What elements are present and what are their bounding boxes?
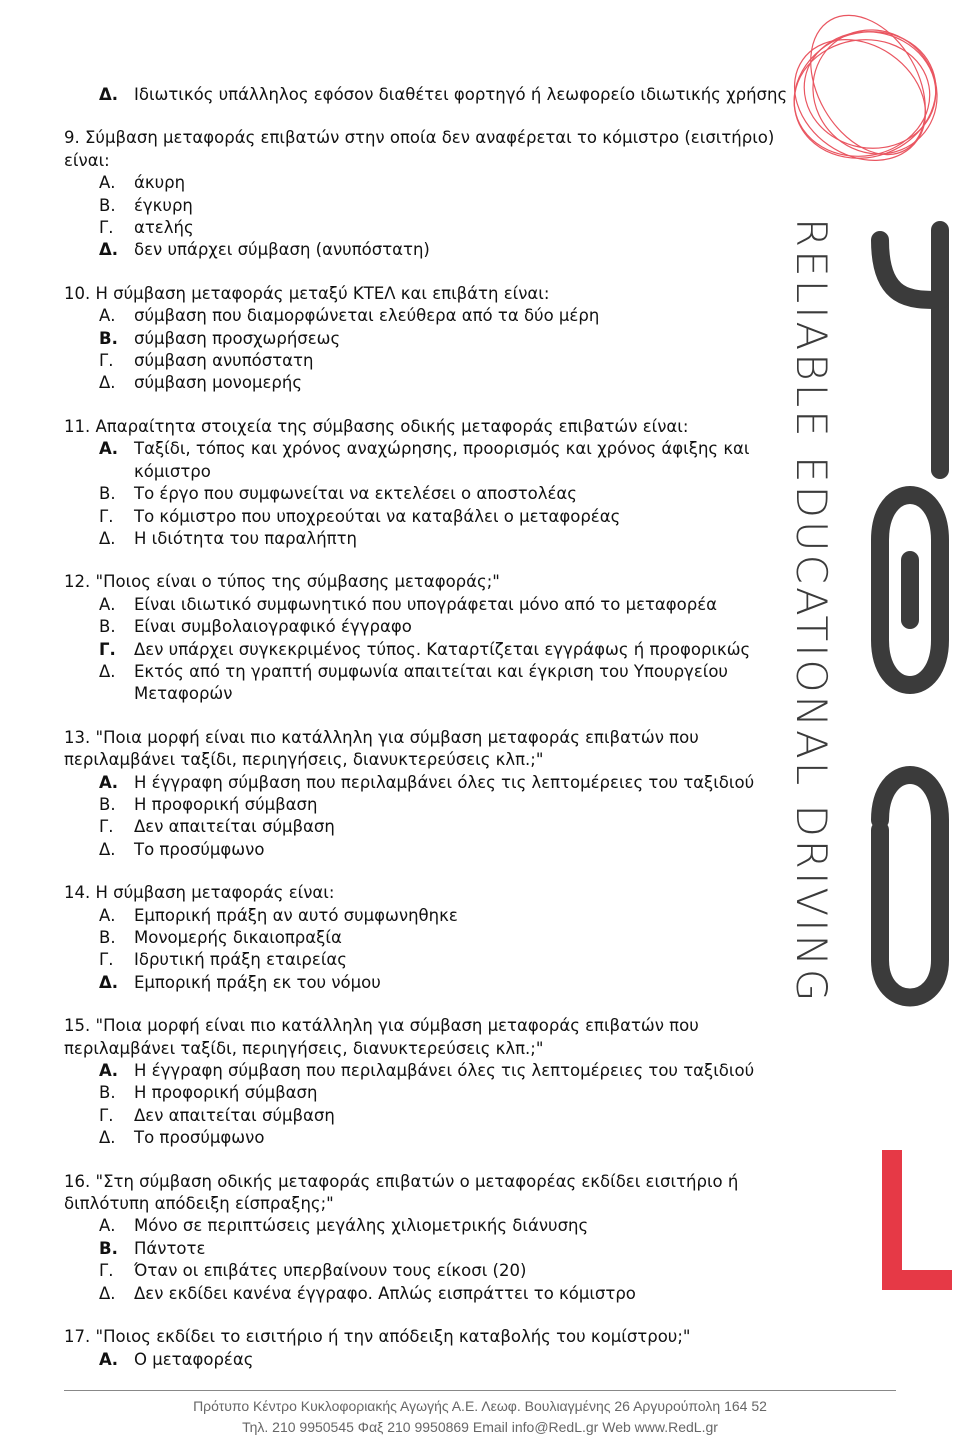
option-text: Δεν απαιτείται σύμβαση — [134, 817, 335, 837]
question-list — [64, 84, 804, 1392]
answer-option — [99, 528, 804, 550]
answer-option — [99, 328, 804, 350]
option-letter: Δ. — [99, 972, 119, 992]
question-text — [64, 882, 804, 904]
option-letter: Δ. — [99, 528, 116, 548]
question-number: 16. — [64, 1171, 91, 1191]
option-letter: Α. — [99, 439, 119, 459]
answer-option — [99, 794, 804, 816]
logo-letter-r — [880, 230, 940, 470]
answer-option — [99, 1082, 804, 1104]
option-text: Πάντοτε — [134, 1238, 206, 1258]
answer-option — [99, 217, 804, 239]
option-letter: Α. — [99, 772, 119, 792]
answer-option — [99, 616, 804, 638]
question-block — [64, 1171, 804, 1305]
option-text: Ταξίδι, τόπος και χρόνος αναχώρησης, προορισμός και χρόνος άφιξης και κόμιστρο — [134, 439, 750, 481]
option-letter: Δ. — [99, 661, 116, 681]
option-text: Δεν υπάρχει συγκεκριμένος τύπος. Καταρτίζεται εγγράφως ή προφορικώς — [134, 639, 751, 659]
question-stem: Η σύμβαση μεταφοράς μεταξύ ΚΤΕΛ και επιβάτη είναι: — [95, 283, 550, 303]
question-stem: Σύμβαση μεταφοράς επιβατών στην οποία δεν αναφέρεται το κόμιστρο (εισιτήριο) είναι: — [64, 128, 775, 170]
option-letter: Γ. — [99, 351, 114, 371]
option-letter: Α. — [99, 594, 116, 614]
option-text: Ιδιωτικός υπάλληλος εφόσον διαθέτει φορτηγό ή λεωφορείο ιδιωτικής χρήσης — [134, 85, 788, 104]
option-text: Είναι συμβολαιογραφικό έγγραφο — [134, 617, 412, 637]
option-text: σύμβαση ανυπόστατη — [134, 351, 314, 371]
option-text: Η προφορική σύμβαση — [134, 1083, 318, 1103]
answer-option — [99, 438, 804, 483]
question-stem: "Ποιος εκδίδει το εισιτήριο ή την απόδειξη καταβολής του κομίστρου;" — [95, 1327, 691, 1347]
option-text: Το προσύμφωνο — [134, 839, 265, 859]
question-stem: "Ποια μορφή είναι πιο κατάλληλη για σύμβαση μεταφοράς επιβατών που περιλαμβάνει ταξίδι, περιηγήσεις, διανυκτερεύσεις κλπ.;" — [64, 727, 699, 770]
option-text: σύμβαση μονομερής — [134, 373, 303, 393]
footer-address: Πρότυπο Κέντρο Κυκλοφοριακής Αγωγής Α.Ε. Λεωφ. Βουλιαγμένης 26 Αργυρούπολη 164 52 — [193, 1398, 767, 1414]
answer-option — [99, 305, 804, 327]
answer-option — [99, 1260, 804, 1282]
answer-options — [64, 305, 804, 395]
question-text — [64, 1015, 804, 1060]
option-letter: Δ. — [99, 1283, 116, 1303]
option-text: Η ιδιότητα του παραλήπτη — [134, 528, 357, 548]
option-text: Η έγγραφη σύμβαση που περιλαμβάνει όλες τις λεπτομέρειες του ταξιδιού — [134, 1061, 755, 1081]
option-text: άκυρη — [134, 173, 186, 193]
option-letter: Α. — [99, 306, 116, 326]
option-text: ατελής — [134, 218, 194, 238]
option-text: Μονομερής δικαιοπραξία — [134, 928, 342, 947]
option-letter: Β. — [99, 928, 116, 947]
answer-option — [99, 905, 804, 927]
question-text — [64, 727, 804, 772]
option-letter: Γ. — [99, 1261, 114, 1281]
answer-option — [99, 839, 804, 861]
option-text: Εμπορική πράξη αν αυτό συμφωνηθηκε — [134, 905, 458, 925]
option-letter: Δ. — [99, 839, 116, 859]
answer-options — [64, 438, 804, 550]
question-number: 13. — [64, 727, 91, 747]
question-text — [64, 283, 804, 305]
answer-option — [99, 350, 804, 372]
option-letter: Β. — [99, 195, 116, 215]
answer-option — [99, 195, 804, 217]
answer-option — [99, 594, 804, 616]
option-letter: Δ. — [99, 240, 119, 260]
answer-options — [64, 1060, 804, 1150]
answer-option — [99, 949, 804, 971]
question-stem: "Στη σύμβαση οδικής μεταφοράς επιβατών ο μεταφορέας εκδίδει εισιτήριο ή διπλότυπη απόδειξη είσπραξης;" — [64, 1171, 739, 1214]
option-text: έγκυρη — [134, 195, 193, 215]
option-letter: Β. — [99, 328, 118, 348]
option-letter: Α. — [99, 1061, 119, 1081]
option-letter: Γ. — [99, 506, 114, 526]
answer-option — [99, 1060, 804, 1082]
option-text: Είναι ιδιωτικό συμφωνητικό που υπογράφεται μόνο από το μεταφορέα — [134, 594, 718, 614]
answer-option — [99, 483, 804, 505]
answer-option — [99, 972, 804, 994]
answer-option — [64, 84, 804, 106]
option-text: Όταν οι επιβάτες υπερβαίνουν τους είκοσι (20) — [134, 1261, 527, 1281]
answer-option — [99, 772, 804, 794]
question-stem: Η σύμβαση μεταφοράς είναι: — [95, 883, 335, 903]
option-text: Ιδρυτική πράξη εταιρείας — [134, 950, 347, 970]
question-text — [64, 127, 804, 172]
question-block — [64, 416, 804, 550]
question-block — [64, 571, 804, 705]
option-letter: Δ. — [99, 373, 116, 393]
option-text: Εμπορική πράξη εκ του νόμου — [134, 972, 381, 992]
question-number: 10. — [64, 283, 91, 303]
continued-answer — [64, 84, 804, 106]
question-text — [64, 416, 804, 438]
option-text: Το προσύμφωνο — [134, 1128, 265, 1148]
logo-vertical-text: RELIABLE EDUCATIONAL DRIVING — [787, 218, 836, 1005]
option-text: Εκτός από τη γραπτή συμφωνία απαιτείται και έγκριση του Υπουργείου Μεταφορών — [134, 661, 728, 704]
footer-contact: Τηλ. 210 9950545 Φαξ 210 9950869 Email info@RedL.gr Web www.RedL.gr — [242, 1419, 718, 1435]
option-text: Η προφορική σύμβαση — [134, 794, 318, 814]
logo-letter-d — [880, 775, 940, 998]
answer-option — [99, 239, 804, 261]
red-circles-ornament — [780, 0, 960, 185]
question-stem: Απαραίτητα στοιχεία της σύμβασης οδικής μεταφοράς επιβατών είναι: — [95, 416, 689, 436]
answer-option — [99, 927, 804, 949]
option-letter: Β. — [99, 484, 116, 504]
answer-option — [99, 1105, 804, 1127]
option-letter: Δ. — [99, 85, 119, 104]
option-letter: Γ. — [99, 639, 116, 659]
option-letter: Α. — [99, 173, 116, 193]
answer-option — [99, 639, 804, 661]
option-letter: Γ. — [99, 218, 114, 238]
question-number: 15. — [64, 1016, 91, 1036]
answer-options — [64, 594, 804, 706]
question-number: 12. — [64, 572, 91, 592]
answer-options — [64, 1215, 804, 1305]
option-letter: Γ. — [99, 817, 114, 837]
question-block — [64, 283, 804, 395]
option-letter: Γ. — [99, 1105, 114, 1125]
logo-letter-e — [880, 495, 940, 685]
question-text — [64, 571, 804, 593]
option-text: Δεν απαιτείται σύμβαση — [134, 1105, 335, 1125]
option-letter: Α. — [99, 905, 116, 925]
option-text: Το κόμιστρο που υποχρεούται να καταβάλει ο μεταφορέας — [134, 506, 621, 526]
question-stem: "Ποιος είναι ο τύπος της σύμβασης μεταφοράς;" — [95, 572, 500, 592]
answer-options — [64, 772, 804, 862]
question-block — [64, 882, 804, 994]
answer-options — [64, 172, 804, 262]
answer-option — [99, 1127, 804, 1149]
answer-option — [99, 816, 804, 838]
option-letter: Β. — [99, 1083, 116, 1103]
question-stem: "Ποια μορφή είναι πιο κατάλληλη για σύμβαση μεταφοράς επιβατών που περιλαμβάνει ταξίδι, περιηγήσεις, διανυκτερεύσεις κλπ.;" — [64, 1016, 699, 1058]
question-number: 14. — [64, 883, 91, 903]
answer-option — [99, 1238, 804, 1260]
option-text: Η έγγραφη σύμβαση που περιλαμβάνει όλες τις λεπτομέρειες του ταξιδιού — [134, 772, 755, 792]
option-text: Ο μεταφορέας — [134, 1349, 254, 1369]
answer-option — [99, 661, 804, 706]
option-letter: Β. — [99, 617, 116, 637]
footer-divider — [64, 1390, 896, 1391]
option-text: σύμβαση προσχωρήσεως — [134, 328, 341, 348]
question-text — [64, 1326, 804, 1348]
answer-option — [99, 1215, 804, 1237]
option-text: Δεν εκδίδει κανένα έγγραφο. Απλώς εισπράττει το κόμιστρο — [134, 1283, 636, 1303]
option-letter: Β. — [99, 794, 116, 814]
question-block — [64, 1015, 804, 1149]
question-block — [64, 127, 804, 261]
answer-options — [64, 1349, 804, 1371]
option-letter: Α. — [99, 1349, 119, 1369]
logo-letter-l — [882, 1150, 952, 1290]
option-text: σύμβαση που διαμορφώνεται ελεύθερα από τα δύο μέρη — [134, 306, 600, 326]
answer-option — [99, 1283, 804, 1305]
option-letter: Δ. — [99, 1128, 116, 1148]
question-block — [64, 727, 804, 861]
question-text — [64, 1171, 804, 1216]
option-text: δεν υπάρχει σύμβαση (ανυπόστατη) — [134, 240, 430, 260]
question-number: 11. — [64, 416, 91, 436]
answer-option — [99, 172, 804, 194]
option-text: Το έργο που συμφωνείται να εκτελέσει ο αποστολέας — [134, 484, 577, 504]
answer-option — [99, 372, 804, 394]
question-number: 9. — [64, 128, 80, 148]
answer-option — [99, 506, 804, 528]
question-number: 17. — [64, 1327, 91, 1347]
question-block — [64, 1326, 804, 1371]
answer-options — [64, 905, 804, 995]
option-letter: Α. — [99, 1216, 116, 1236]
option-letter: Γ. — [99, 950, 114, 970]
option-text: Μόνο σε περιπτώσεις μεγάλης χιλιομετρικής διάνυσης — [134, 1216, 589, 1236]
answer-option — [99, 1349, 804, 1371]
option-letter: Β. — [99, 1238, 118, 1258]
